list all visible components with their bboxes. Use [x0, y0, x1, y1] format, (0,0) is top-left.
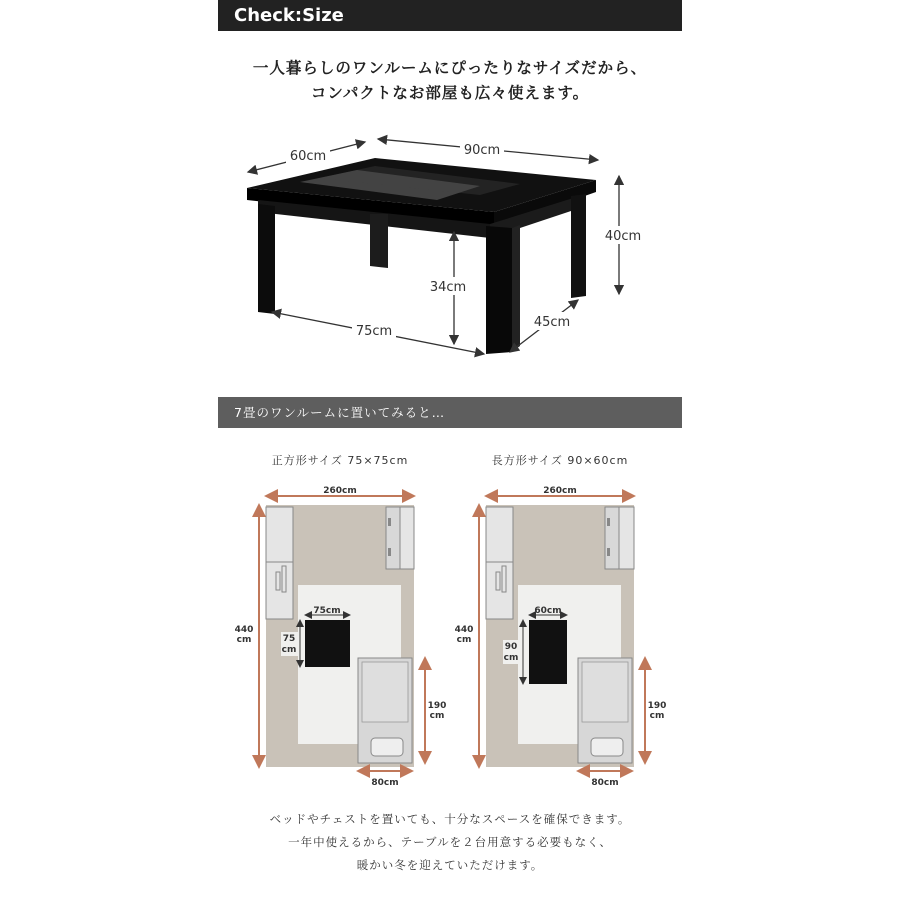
- table-height-label: 90: [504, 642, 518, 652]
- plan-title-square: 正方形サイズ 75×75cm: [271, 454, 409, 467]
- width-label: 90cm: [463, 143, 501, 158]
- floor-plan-rectangle: [455, 483, 667, 788]
- bed-width-label: 80cm: [371, 778, 399, 788]
- inner-width-label: 75cm: [355, 324, 393, 339]
- section-header-room-example: 7畳のワンルームに置いてみると…: [218, 397, 682, 428]
- table-height-unit: cm: [281, 645, 297, 655]
- table-height-unit: cm: [503, 653, 519, 663]
- table-width-label: 75cm: [313, 606, 341, 616]
- room-width-label: 260cm: [323, 486, 357, 496]
- bed-length-label: 190: [647, 701, 667, 711]
- height-label: 40cm: [604, 229, 642, 244]
- room-height-label: 440: [234, 625, 254, 635]
- table-width-label: 60cm: [534, 606, 562, 616]
- lead-line-2: コンパクトなお部屋も広々使えます。: [310, 84, 590, 102]
- room-height-unit: cm: [236, 635, 252, 645]
- footer-line-1: ベッドやチェストを置いても、十分なスペースを確保できます。: [269, 812, 631, 826]
- floor-plan-square: [235, 483, 447, 788]
- table-height-label: 75: [282, 634, 296, 644]
- under-height-label: 34cm: [429, 280, 467, 295]
- footer-line-3: 暖かい冬を迎えていただけます。: [356, 858, 544, 872]
- bed-width-label: 80cm: [591, 778, 619, 788]
- plan-title-rectangle: 長方形サイズ 90×60cm: [491, 454, 629, 467]
- wardrobe: [266, 507, 293, 619]
- table-rectangle: [529, 620, 567, 684]
- room-height-label: 440: [454, 625, 474, 635]
- room-width-label: 260cm: [543, 486, 577, 496]
- footer-line-2: 一年中使えるから、テーブルを２台用意する必要もなく、: [288, 835, 612, 849]
- depth-label: 60cm: [289, 149, 327, 164]
- table-square: [305, 620, 350, 667]
- inner-depth-label: 45cm: [533, 315, 571, 330]
- wardrobe: [486, 507, 513, 619]
- section-header-check-size: Check:Size: [218, 0, 682, 31]
- lead-line-1: 一人暮らしのワンルームにぴったりなサイズだから、: [252, 59, 648, 77]
- bed-length-label: 190: [427, 701, 447, 711]
- bed-length-unit: cm: [649, 711, 665, 721]
- room-height-unit: cm: [456, 635, 472, 645]
- footer-text: [218, 808, 682, 877]
- bed-length-unit: cm: [429, 711, 445, 721]
